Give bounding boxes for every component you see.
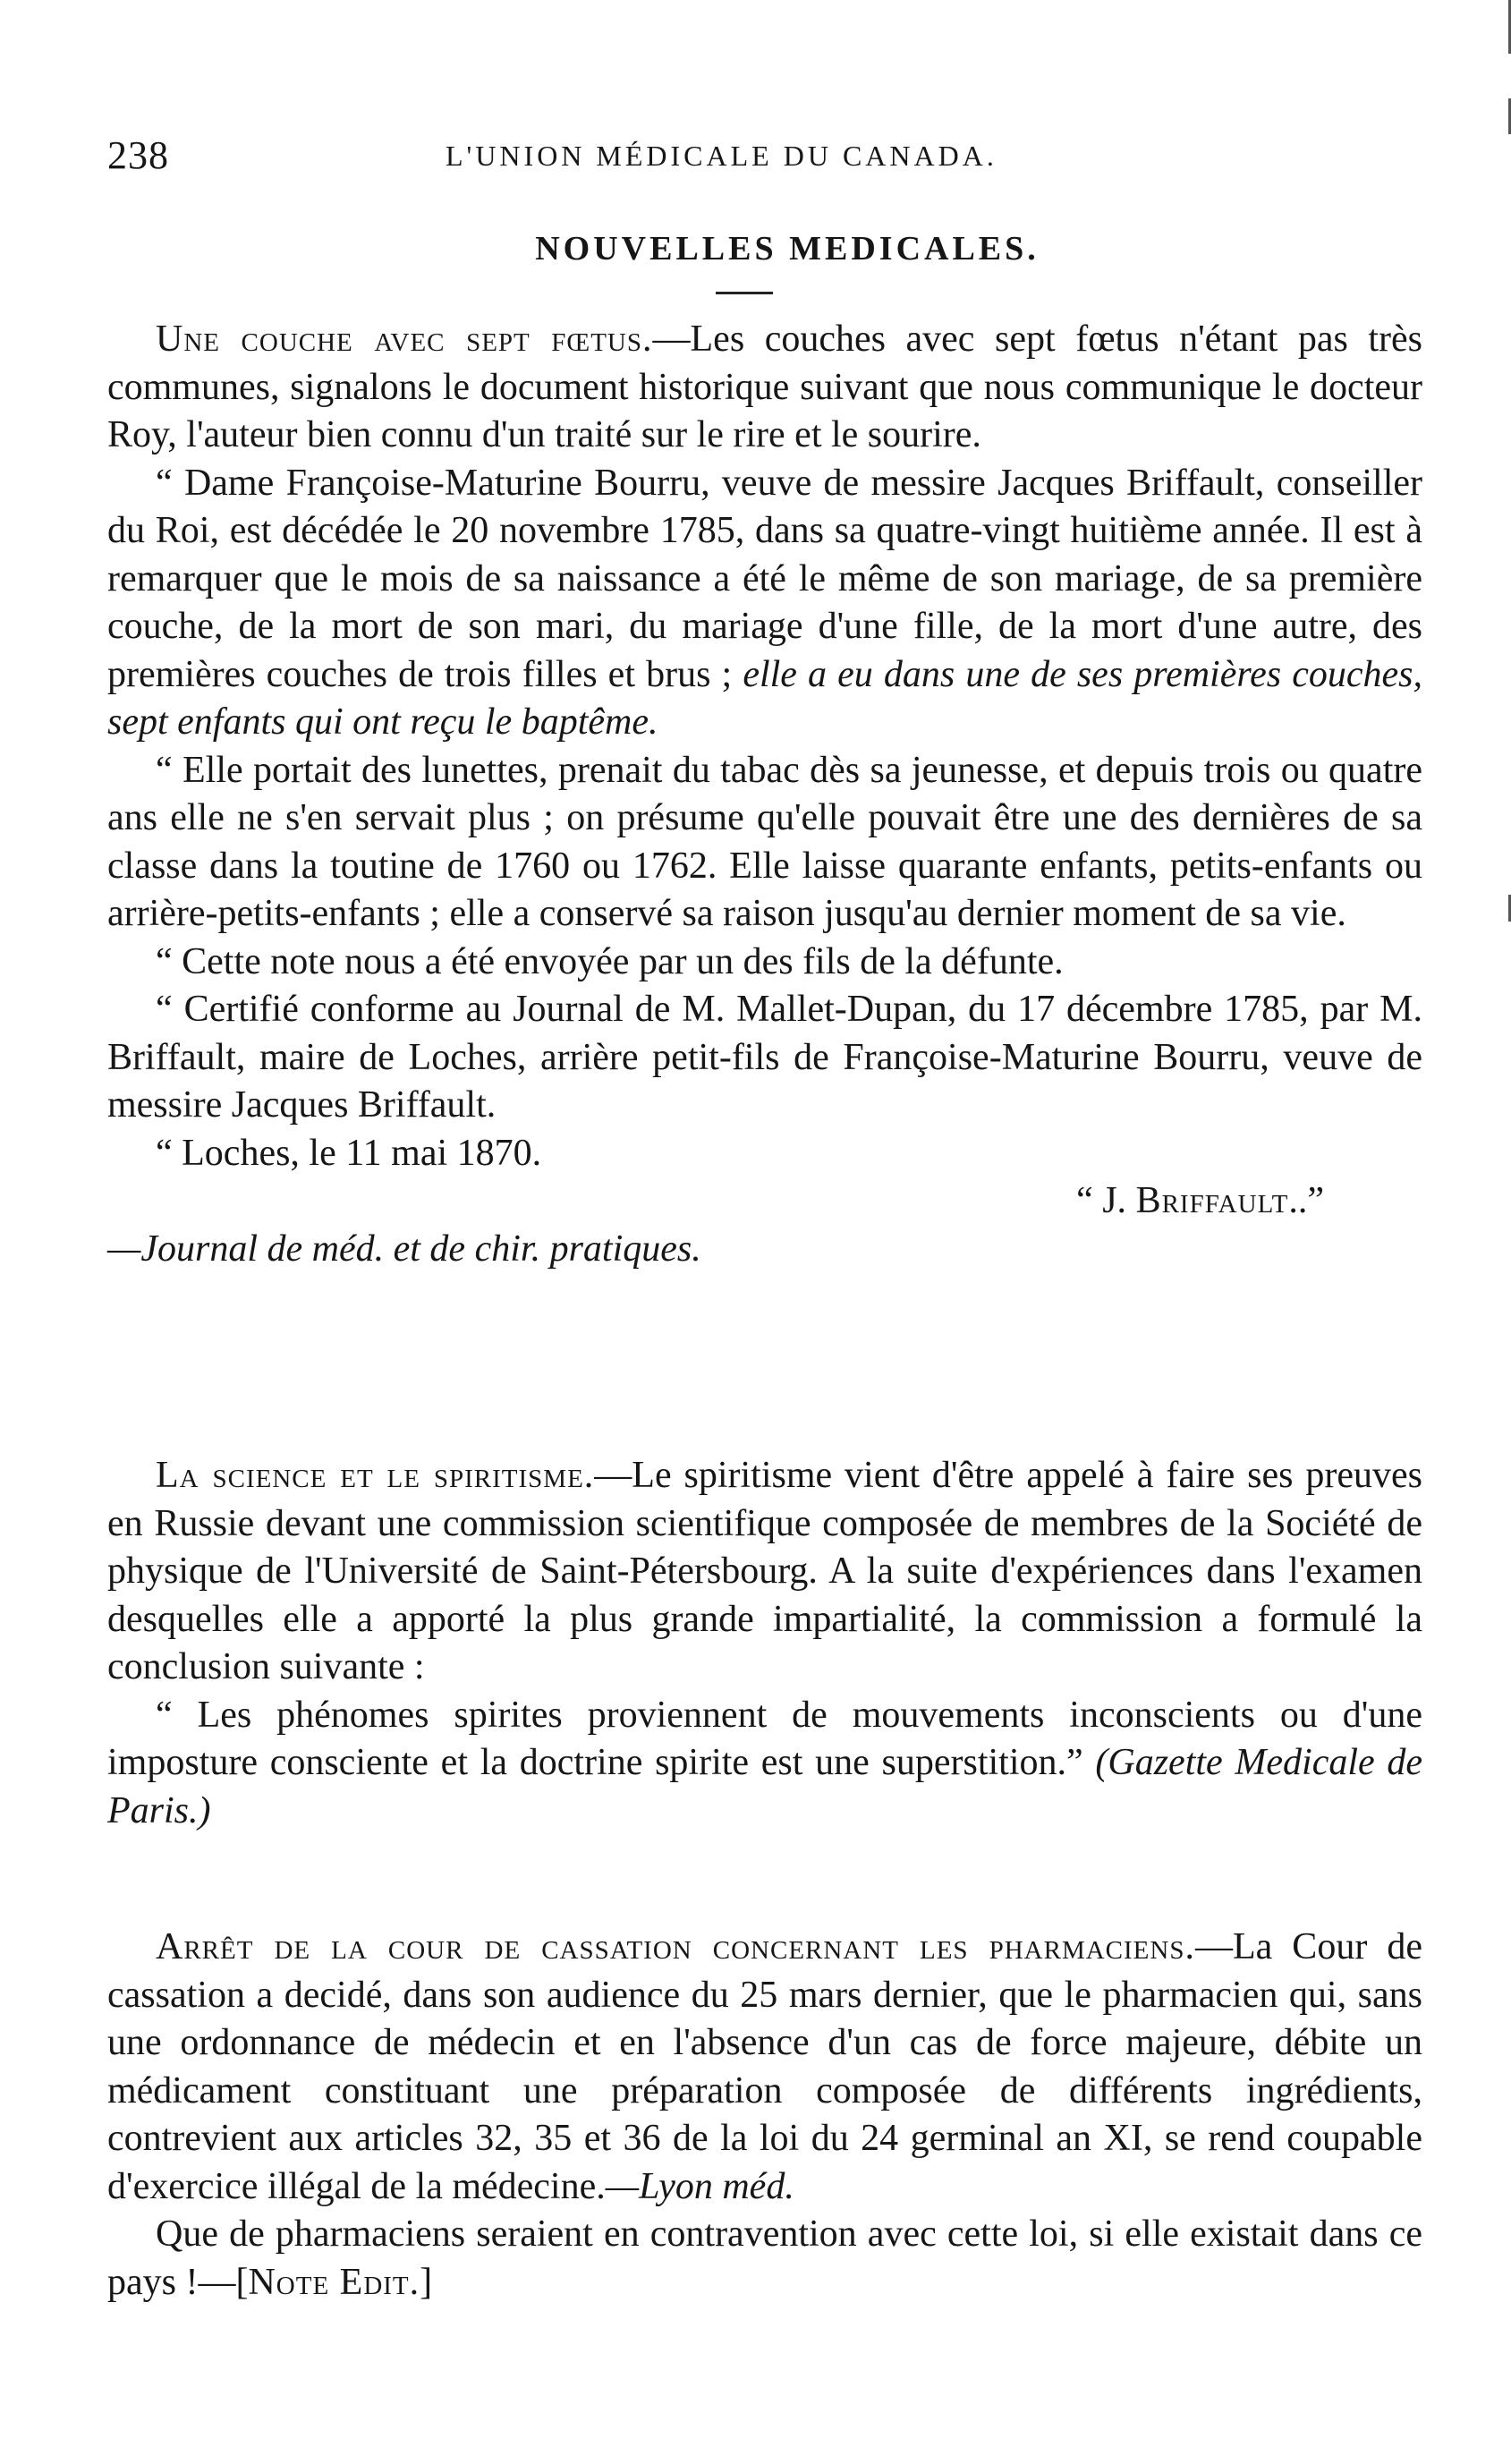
article-cour-cassation	[107, 1924, 1422, 2307]
article-sept-foetus	[107, 316, 1422, 1273]
section-title: NOUVELLES MEDICALES.	[535, 230, 1040, 268]
dateline: “ Loches, le 11 mai 1870.	[156, 1132, 542, 1174]
running-head	[107, 132, 1413, 186]
journal-title: L'UNION MÉDICALE DU CANADA.	[446, 140, 997, 172]
signature-open: “ J.	[1076, 1180, 1136, 1221]
editor-note-close: ]	[420, 2261, 433, 2303]
page-number: 238	[107, 133, 169, 177]
article-intro-paragraph	[107, 316, 1422, 460]
article-body-paragraph	[107, 1452, 1422, 1692]
article-heading: La science et le spiritisme.	[156, 1455, 595, 1496]
article-body-text: —La Cour de cassation a decidé, dans son audience du 25 mars dernier, que le pharmacien qui, sans une ordonnance de médecin et en l'absence d'un cas de force majeure, débite un médicament constituant une préparation composée de différents ingrédients, contrevient aux articles 32, 35 et 36 de la loi du 24 germinal an XI, se rend coupable d'exercice illégal de la médecine.	[107, 1926, 1422, 2207]
editor-note-text: Que de pharmaciens seraient en contravention avec cette loi, si elle existait dans ce pays !—[	[107, 2213, 1422, 2303]
title-rule	[716, 292, 773, 294]
quote-paragraph	[107, 1692, 1422, 1836]
source-citation: —Journal de méd. et de chir. pratiques.	[107, 1228, 701, 1270]
quote-paragraph: “ Elle portait des lunettes, prenait du tabac dès sa jeunesse, et depuis trois ou quatre ans elle ne s'en servait plus ; on présume qu'elle pouvait être une des dernières de sa classe dans la toutine de 1760 ou 1762. Elle laisse quarante enfants, petits-enfants ou arrière-petits-enfants ; elle a conservé sa raison jusqu'au dernier moment de sa vie.	[107, 749, 1422, 934]
source-citation: (Gazette Medicale de Paris.)	[107, 1742, 1423, 1831]
quote-text: “ Les phénomes spirites proviennent de mouvements inconscients ou d'une imposture consciente et la doctrine spirite est une superstition.”	[107, 1694, 1422, 1783]
quote-text: “ Dame Françoise-Maturine Bourru, veuve de messire Jacques Briffault, conseiller du Roi, est décédée le 20 novembre 1785, dans sa quatre-vingt huitième année. Il est à remarquer que le mois de sa naissance a été le même de son mariage, de sa première couche, de la mort de son mari, du mariage d'une fille, de la mort d'une autre, des premières couches de trois filles et brus ;	[107, 462, 1422, 695]
quote-paragraph	[107, 460, 1422, 747]
signature	[107, 1177, 1422, 1226]
signature-close: ..”	[1288, 1180, 1324, 1221]
article-heading: Une couche avec sept fœtus.	[156, 319, 653, 360]
article-body-paragraph	[107, 1924, 1422, 2211]
editor-note-label: Note Edit.	[248, 2261, 420, 2303]
article-spiritisme	[107, 1452, 1422, 1835]
article-heading: Arrêt de la cour de cassation concernant les pharmaciens.	[156, 1926, 1195, 1967]
quote-paragraph: “ Cette note nous a été envoyée par un des fils de la défunte.	[156, 940, 1064, 982]
quote-emphasis: elle a eu dans une de ses premières couches, sept enfants qui ont reçu le baptême.	[107, 653, 1422, 743]
quote-paragraph: “ Certifié conforme au Journal de M. Mallet-Dupan, du 17 décembre 1785, par M. Briffault, maire de Loches, arrière petit-fils de Françoise-Maturine Bourru, veuve de messire Jacques Briffault.	[107, 989, 1422, 1126]
signature-name: Briffault	[1135, 1180, 1289, 1221]
article-body-text: —Le spiritisme vient d'être appelé à faire ses preuves en Russie devant une commission scientifique composée de membres de la Société de physique de l'Université de Saint-Pétersbourg. A la suite d'expériences dans l'examen desquelles elle a apporté la plus grande impartialité, la commission a formulé la conclusion suivante :	[107, 1455, 1422, 1687]
editor-note	[107, 2211, 1422, 2307]
source-citation: —Lyon méd.	[605, 2165, 794, 2207]
article-intro-text: —Les couches avec sept fœtus n'étant pas très communes, signalons le document historique suivant que nous communique le docteur Roy, l'auteur bien connu d'un traité sur le rire et le sourire.	[107, 319, 1423, 455]
